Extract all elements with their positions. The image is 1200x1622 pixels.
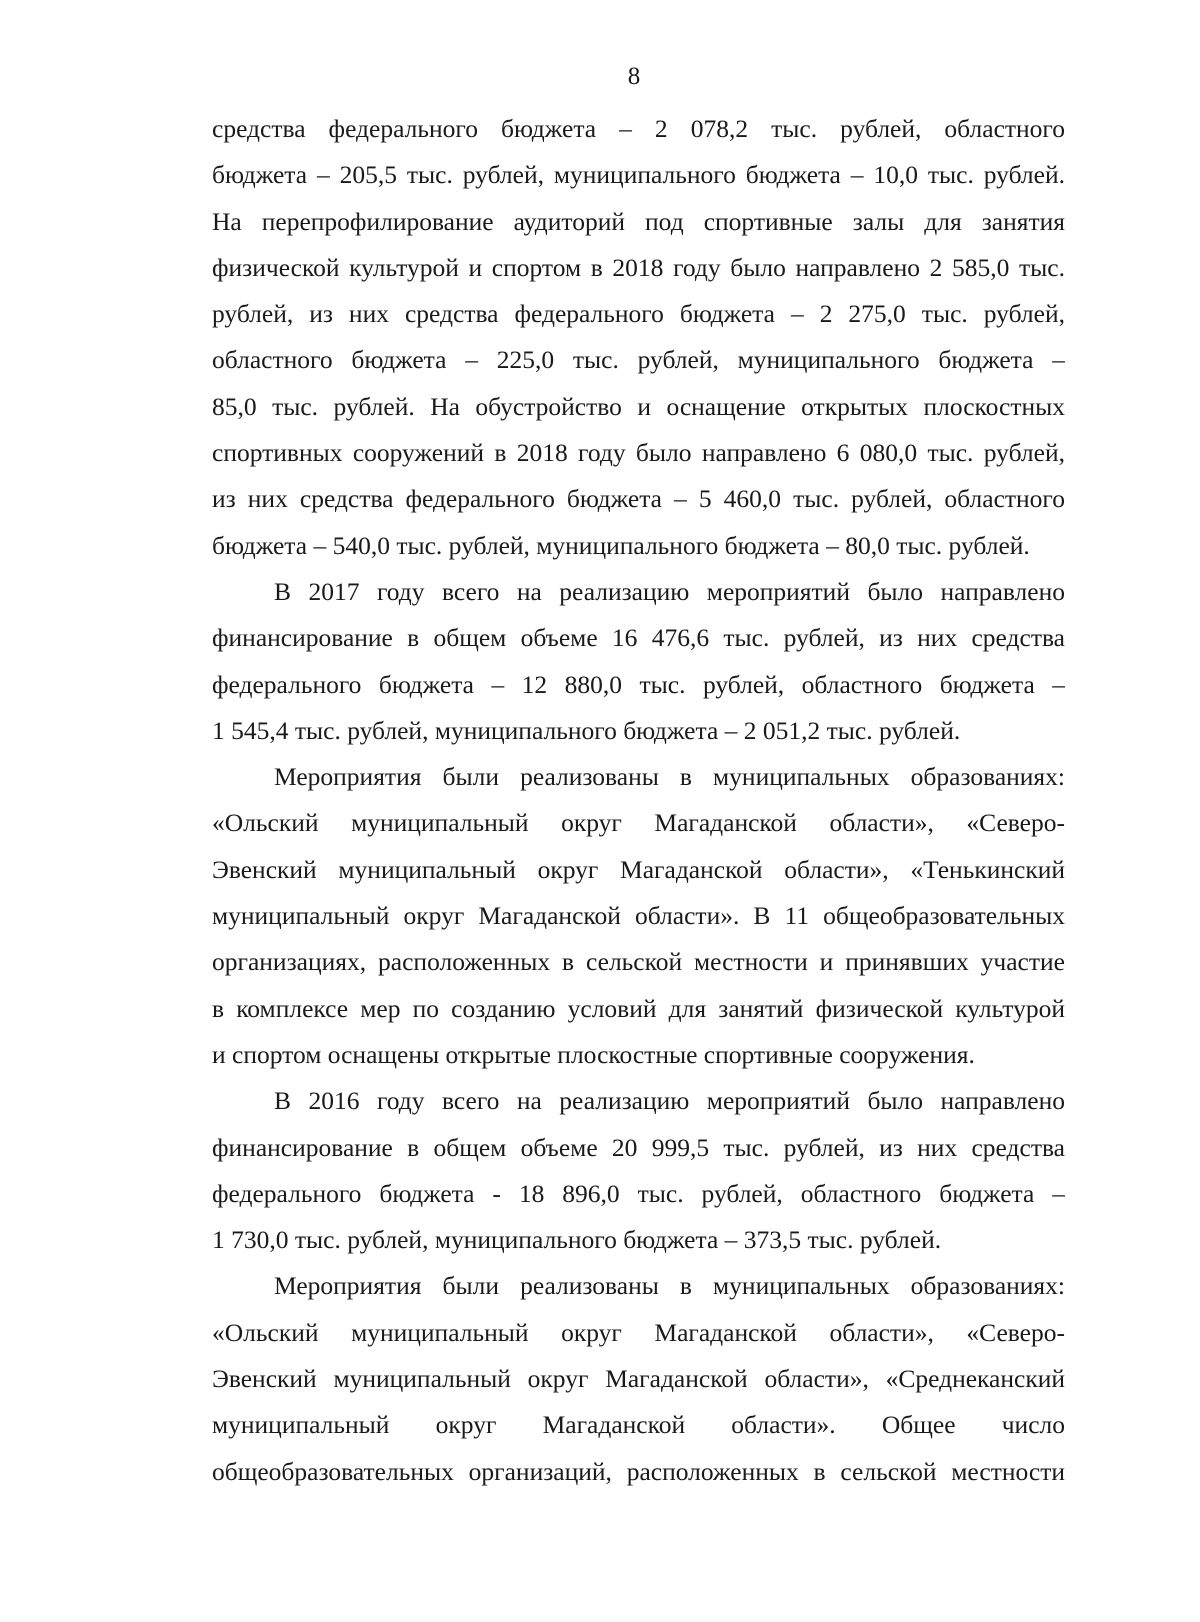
- text-line: федерального бюджета - 18 896,0 тыс. рублей, областного бюджета –: [212, 1178, 1065, 1208]
- text-line: Мероприятия были реализованы в муниципальных образованиях:: [274, 1271, 1065, 1301]
- text-line: муниципальный округ Магаданской области». Общее число: [212, 1410, 1065, 1440]
- text-line: бюджета – 540,0 тыс. рублей, муниципального бюджета – 80,0 тыс. рублей.: [212, 530, 1030, 560]
- text-line: Мероприятия были реализованы в муниципальных образованиях:: [274, 762, 1065, 792]
- text-line: 85,0 тыс. рублей. На обустройство и оснащение открытых плоскостных: [212, 391, 1065, 421]
- text-line: средства федерального бюджета – 2 078,2 тыс. рублей, областного: [212, 114, 1065, 143]
- text-line: организациях, расположенных в сельской местности и принявших участие: [212, 947, 1065, 977]
- page-number: 8: [627, 63, 641, 90]
- text-line: и спортом оснащены открытые плоскостные спортивные сооружения.: [212, 1039, 975, 1069]
- paragraph: [212, 1263, 1065, 1494]
- text-line: 1 545,4 тыс. рублей, муниципального бюджета – 2 051,2 тыс. рублей.: [212, 715, 961, 745]
- text-line: федерального бюджета – 12 880,0 тыс. рублей, областного бюджета –: [212, 669, 1065, 699]
- paragraph: [212, 754, 1065, 1078]
- text-line: В 2016 году всего на реализацию мероприятий было направлено: [274, 1086, 1065, 1116]
- text-line: в комплексе мер по созданию условий для занятий физической культурой: [212, 993, 1065, 1023]
- text-line: 1 730,0 тыс. рублей, муниципального бюджета – 373,5 тыс. рублей.: [212, 1225, 942, 1255]
- text-line: спортивных сооружений в 2018 году было направлено 6 080,0 тыс. рублей,: [212, 438, 1065, 468]
- text-line: бюджета – 205,5 тыс. рублей, муниципального бюджета – 10,0 тыс. рублей.: [212, 160, 1065, 190]
- text-line: общеобразовательных организаций, расположенных в сельской местности: [212, 1456, 1065, 1486]
- text-line: На перепрофилирование аудиторий под спортивные залы для занятия: [212, 206, 1065, 236]
- text-line: физической культурой и спортом в 2018 году было направлено 2 585,0 тыс.: [212, 252, 1065, 282]
- text-line: областного бюджета – 225,0 тыс. рублей, муниципального бюджета –: [212, 345, 1065, 375]
- text-line: Эвенский муниципальный округ Магаданской области», «Среднеканский: [212, 1364, 1065, 1394]
- text-line: из них средства федерального бюджета – 5 460,0 тыс. рублей, областного: [212, 484, 1065, 514]
- paragraph: [212, 1078, 1065, 1263]
- paragraph: [212, 569, 1065, 754]
- text-line: «Ольский муниципальный округ Магаданской области», «Северо-: [212, 1317, 1065, 1347]
- text-line: рублей, из них средства федерального бюджета – 2 275,0 тыс. рублей,: [212, 299, 1065, 329]
- text-line: В 2017 году всего на реализацию мероприятий было направлено: [274, 576, 1065, 606]
- text-line: муниципальный округ Магаданской области». В 11 общеобразовательных: [212, 901, 1065, 931]
- text-line: финансирование в общем объеме 20 999,5 тыс. рублей, из них средства: [212, 1132, 1065, 1162]
- text-line: «Ольский муниципальный округ Магаданской области», «Северо-: [212, 808, 1065, 838]
- body-text: [212, 106, 1065, 1495]
- text-line: финансирование в общем объеме 16 476,6 тыс. рублей, из них средства: [212, 623, 1065, 653]
- text-line: Эвенский муниципальный округ Магаданской области», «Тенькинский: [212, 854, 1065, 884]
- paragraph: [212, 106, 1065, 569]
